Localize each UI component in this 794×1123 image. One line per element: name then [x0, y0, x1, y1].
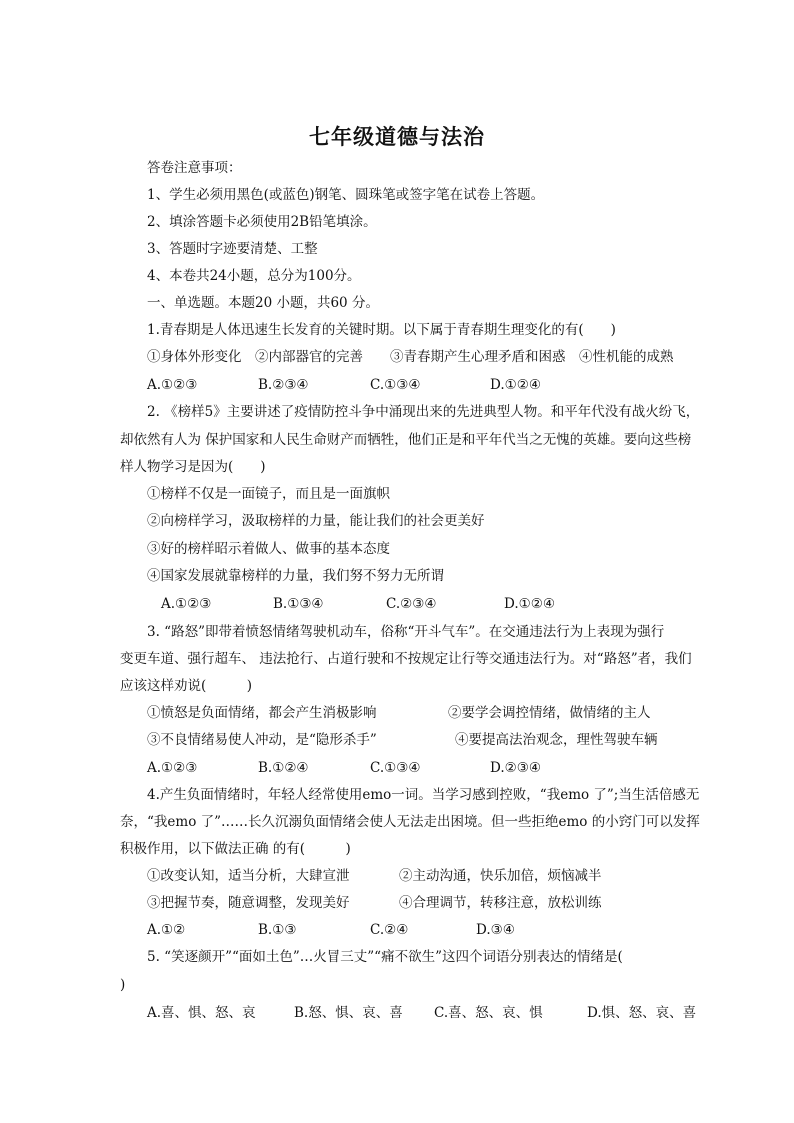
question-3-item: ③不良情绪易使人冲动，是“隐形杀手”: [147, 732, 377, 748]
page-title: 七年级道德与法治: [309, 124, 485, 149]
question-2-item: ①榜样不仅是一面镜子，而且是一面旗帜: [147, 486, 390, 502]
question-2-item: ④国家发展就靠榜样的力量，我们努不努力无所谓: [147, 568, 444, 584]
question-4-stem: 4.产生负面情绪时，年轻人经常使用emo一词。当学习感到控败，“我emo 了”;当生活倍感无: [147, 787, 700, 803]
question-5-option-c: C.喜、怒、哀、惧: [434, 1005, 543, 1021]
question-3-item: ①愤怒是负面情绪，都会产生消极影响: [147, 705, 377, 721]
notice-item: 1、学生必须用黑色(或蓝色)钢笔、圆珠笔或签字笔在试卷上答题。: [147, 187, 545, 203]
question-2-option-b: B.①③④: [273, 596, 324, 612]
question-2-option-a: A.①②③: [161, 596, 212, 612]
question-4-item: ③把握节奏，随意调整，发现美好: [147, 895, 350, 911]
section-heading: 一、单选题。本题20 小题，共60 分。: [147, 295, 379, 311]
question-3-option-b: B.①②④: [258, 760, 309, 776]
question-2-stem: 却依然有人为 保护国家和人民生命财产而牺牲，他们正是和平年代当之无愧的英雄。要向这些榜: [120, 432, 692, 448]
question-4-item: ①改变认知，适当分析，大肆宣泄: [147, 868, 350, 884]
question-3-item: ②要学会调控情绪，做情绪的主人: [448, 705, 651, 721]
question-1-stem: 1.青春期是人体迅速生长发育的关键时期。以下属于青春期生理变化的有( ): [147, 322, 616, 338]
notice-item: 4、本卷共24小题，总分为100分。: [147, 268, 361, 284]
question-5-option-d: D.惧、怒、哀、喜: [587, 1005, 697, 1021]
question-3-stem: 3. “路怒”即带着愤怒情绪驾驶机动车，俗称“开斗气车”。在交通违法行为上表现为强行: [147, 624, 665, 640]
notice-heading: 答卷注意事项：: [147, 160, 242, 176]
question-4-item: ④合理调节，转移注意，放松训练: [399, 895, 602, 911]
notice-item: 2、填涂答题卡必须使用2B铅笔填涂。: [147, 214, 377, 230]
question-5-stem: ): [120, 977, 126, 993]
question-4-option-b: B.①③: [258, 922, 297, 938]
notice-item: 3、答题时字迹要清楚、工整: [147, 241, 318, 257]
question-1-items: ①身体外形变化 ②内部器官的完善 ③青春期产生心理矛盾和困惑 ④性机能的成熟: [147, 349, 674, 365]
question-5-option-b: B.怒、惧、哀、喜: [294, 1005, 403, 1021]
question-4-option-a: A.①②: [147, 922, 186, 938]
question-1-option-d: D.①②④: [490, 377, 541, 393]
question-2-option-d: D.①②④: [504, 596, 555, 612]
question-3-option-d: D.②③④: [490, 760, 541, 776]
question-5-option-a: A.喜、惧、怒、哀: [147, 1005, 256, 1021]
question-4-stem: 积极作用，以下做法正确 的有( ): [120, 841, 351, 857]
question-3-stem: 应该这样劝说( ): [120, 678, 253, 694]
question-1-option-c: C.①③④: [370, 377, 421, 393]
question-1-option-a: A.①②③: [147, 377, 198, 393]
question-3-item: ④要提高法治观念，理性驾驶车辆: [455, 732, 658, 748]
question-3-stem: 变更车道、强行超车、 违法抢行、占道行驶和不按规定让行等交通违法行为。对“路怒”者，我们: [120, 651, 692, 667]
question-3-option-a: A.①②③: [147, 760, 198, 776]
question-2-item: ③好的榜样昭示着做人、做事的基本态度: [147, 541, 390, 557]
question-4-stem: 奈，“我emo 了”……长久沉溺负面情绪会使人无法走出困境。但一些拒绝emo 的小窍门可以发挥: [120, 814, 700, 830]
question-5-stem: 5. “笑逐颜开”“面如土色”…火冒三丈”“痛不欲生”这四个词语分别表达的情绪是(: [147, 949, 623, 965]
question-4-option-d: D.③④: [476, 922, 515, 938]
question-2-item: ②向榜样学习，汲取榜样的力量，能让我们的社会更美好: [147, 513, 485, 529]
question-4-option-c: C.②④: [370, 922, 409, 938]
question-2-stem: 样人物学习是因为( ): [120, 459, 266, 475]
question-2-option-c: C.②③④: [386, 596, 437, 612]
question-4-item: ②主动沟通，快乐加倍，烦恼减半: [399, 868, 602, 884]
question-2-stem: 2. 《榜样5》主要讲述了疫情防控斗争中涌现出来的先进典型人物。和平年代没有战火纷飞，: [147, 404, 700, 420]
question-1-option-b: B.②③④: [258, 377, 309, 393]
question-3-option-c: C.①③④: [370, 760, 421, 776]
